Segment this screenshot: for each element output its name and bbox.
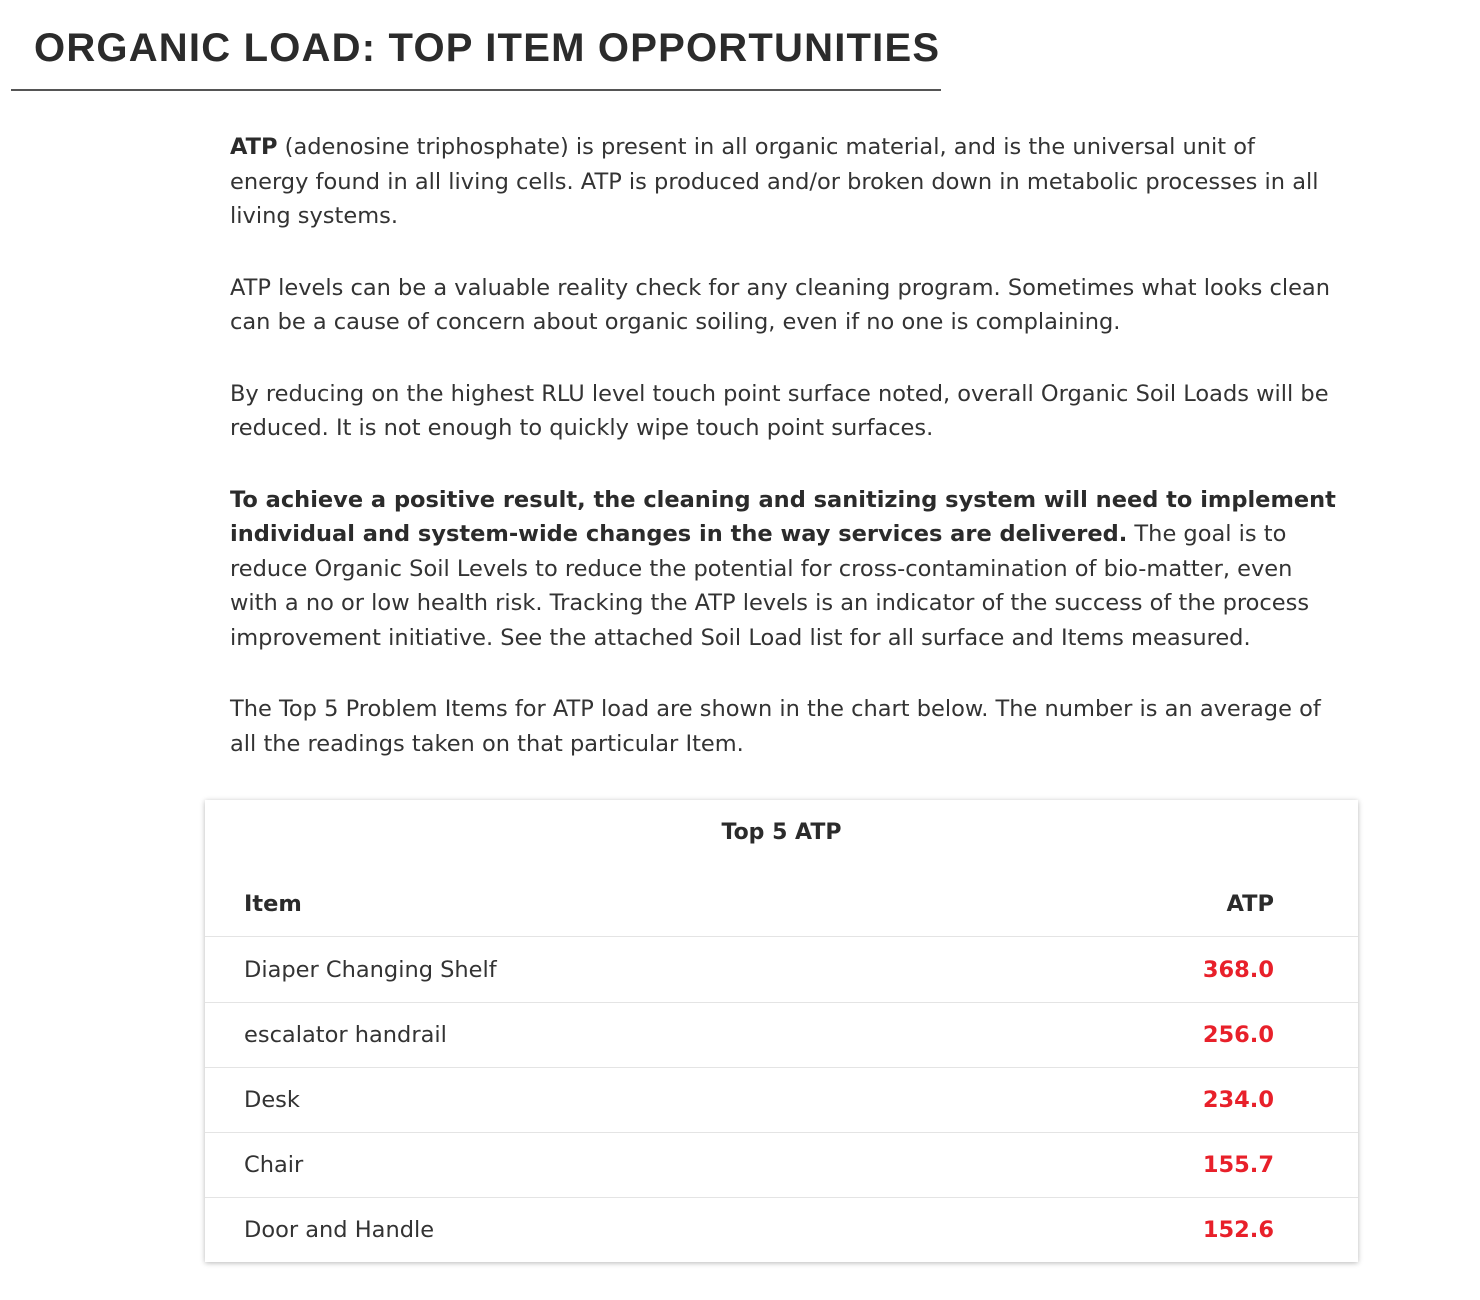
- paragraph-top5-intro: The Top 5 Problem Items for ATP load are shown in the chart below. The number is an average of all the readings taken on that particular Item.: [230, 696, 1321, 757]
- table-row: [205, 1132, 1358, 1198]
- atp-value: 368.0: [1202, 956, 1274, 983]
- paragraph-reality-check: ATP levels can be a valuable reality check for any cleaning program. Sometimes what looks clean can be a cause of concern about organic soiling, even if no one is complaining.: [230, 274, 1330, 335]
- title-divider: [11, 89, 941, 91]
- item-name: escalator handrail: [244, 1021, 447, 1048]
- item-name: Door and Handle: [244, 1216, 435, 1243]
- page-title: ORGANIC LOAD: TOP ITEM OPPORTUNITIES: [34, 26, 941, 70]
- table-title: Top 5 ATP: [721, 820, 842, 845]
- column-header-item: Item: [244, 891, 302, 917]
- item-name: Chair: [244, 1151, 304, 1178]
- paragraph-rlu-reduction: By reducing on the highest RLU level touch point surface noted, overall Organic Soil Loads will be reduced. It is not enough to quickly wipe touch point surfaces.: [230, 380, 1329, 441]
- positive-result-emphasis: To achieve a positive result, the cleaning and sanitizing system will need to implement individual and system-wide changes in the way services are delivered.: [230, 486, 1336, 547]
- atp-value: 256.0: [1202, 1021, 1274, 1048]
- table-row: [205, 1002, 1358, 1068]
- atp-value: 152.6: [1202, 1216, 1274, 1243]
- atp-term: ATP: [230, 134, 278, 160]
- item-name: Desk: [244, 1086, 300, 1113]
- positive-result-text: The goal is to reduce Organic Soil Levels to reduce the potential for cross-contamination of bio-matter, even with a no or low health risk. Tracking the ATP levels is an indicator of the success of the process improvement initiative. See the attached Soil Load list for all surface and Items measured.: [230, 521, 1310, 651]
- atp-value: 155.7: [1202, 1151, 1274, 1178]
- intro-content: [230, 130, 1340, 798]
- atp-value: 234.0: [1202, 1086, 1274, 1113]
- paragraph-positive-result: [230, 483, 1340, 656]
- column-header-atp: ATP: [1226, 891, 1274, 917]
- top5-atp-table: [205, 800, 1358, 1262]
- item-name: Diaper Changing Shelf: [244, 956, 497, 983]
- table-row: [205, 1067, 1358, 1133]
- table-header-row: [205, 872, 1358, 937]
- atp-definition-text: (adenosine triphosphate) is present in all organic material, and is the universal unit of energy found in all living cells. ATP is produced and/or broken down in metabolic processes in all living systems.: [230, 134, 1319, 229]
- table-row: [205, 937, 1358, 1003]
- paragraph-atp-definition: [230, 130, 1340, 234]
- table-row: [205, 1197, 1358, 1262]
